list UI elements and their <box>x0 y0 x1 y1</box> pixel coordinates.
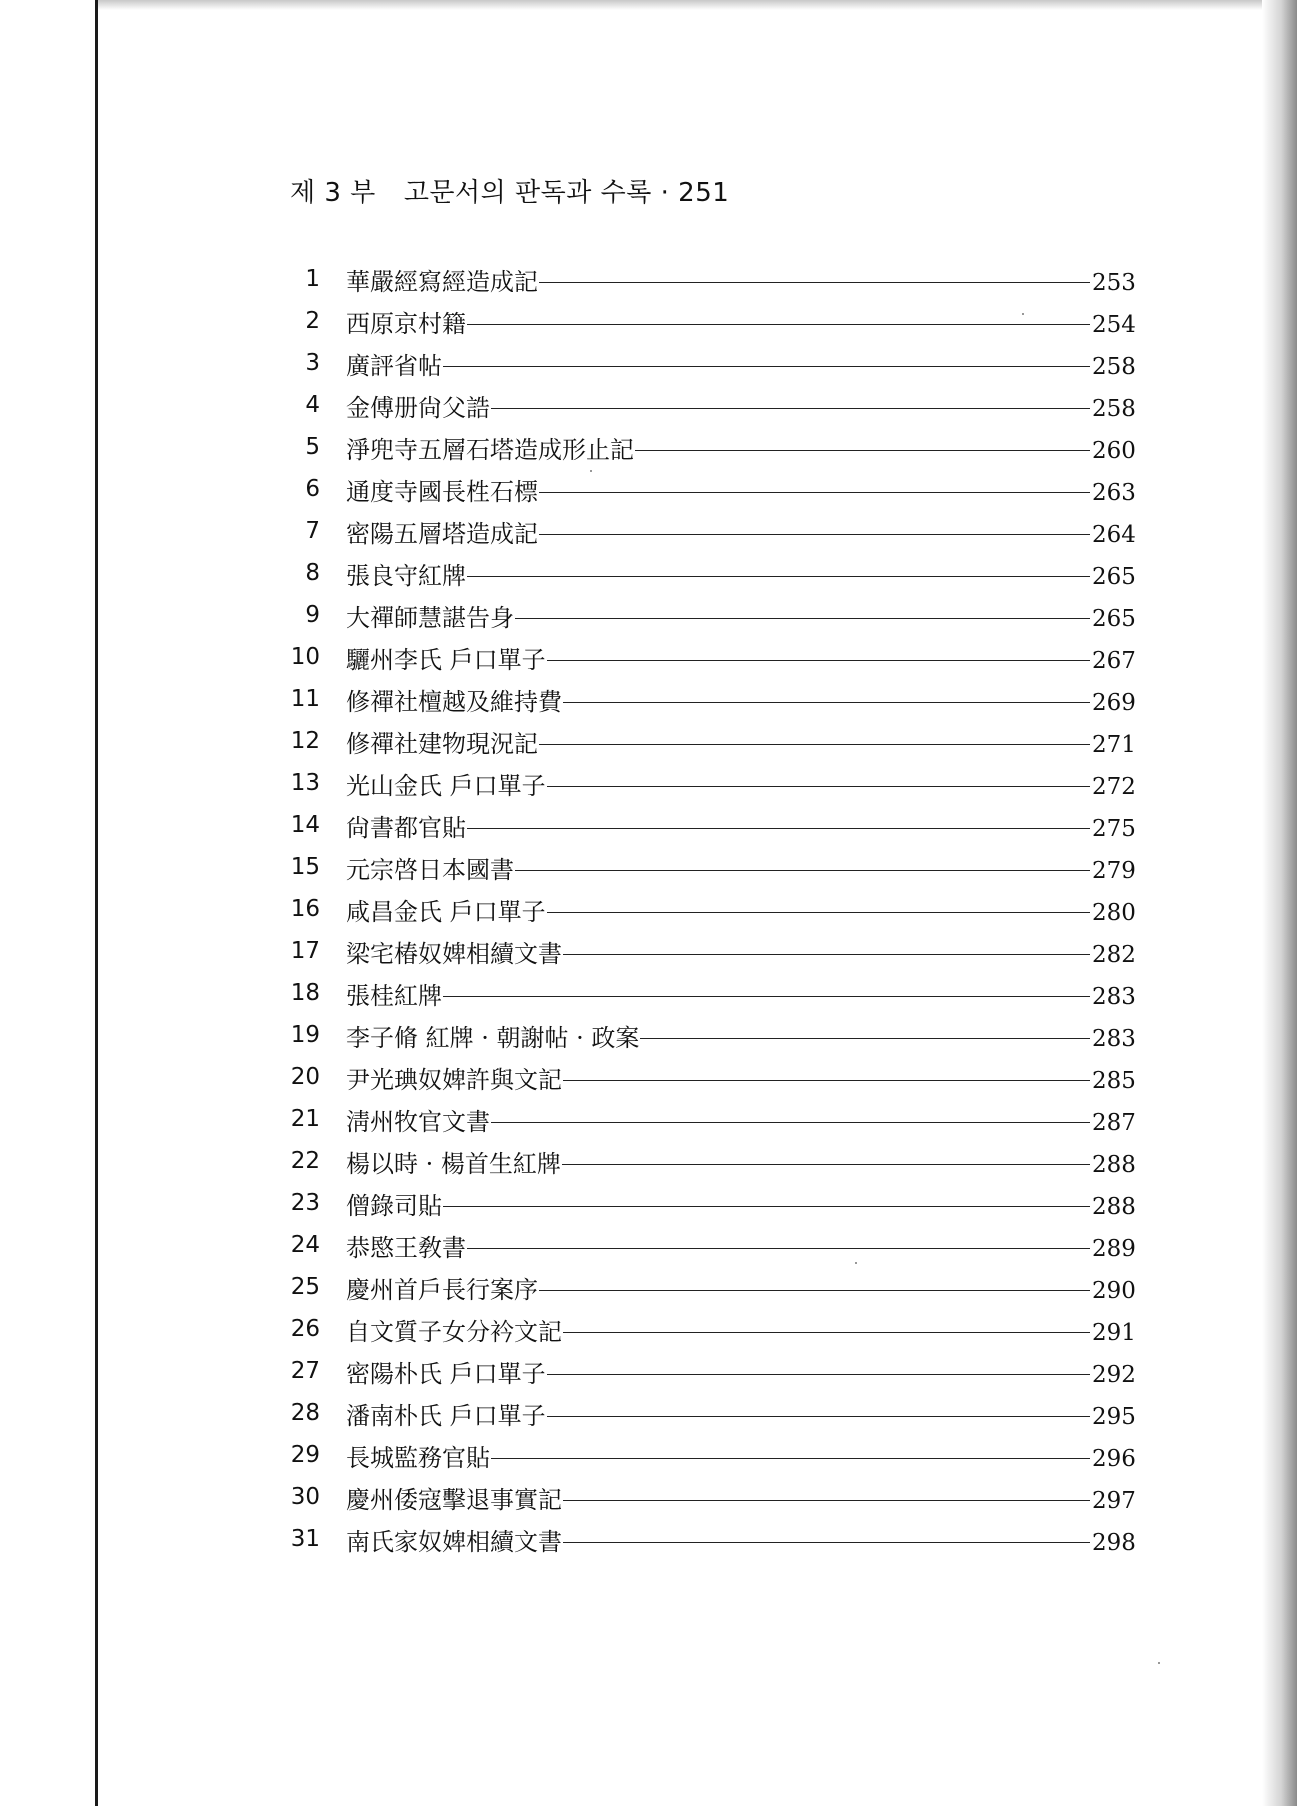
toc-leader-line <box>467 1248 1090 1249</box>
toc-entry-page: 295 <box>1092 1404 1136 1430</box>
toc-entry <box>280 1392 1134 1434</box>
part-title: 고문서의 판독과 수록 · 251 <box>403 178 730 208</box>
toc-entry-title: 修禪社建物現況記 <box>346 729 538 758</box>
toc-entry-page: 283 <box>1092 1026 1136 1052</box>
toc-entry-number: 17 <box>290 938 320 964</box>
toc-entry <box>280 1056 1134 1098</box>
toc-entry-page: 298 <box>1092 1530 1136 1556</box>
toc-entry <box>280 552 1134 594</box>
toc-entry-title: 通度寺國長栍石標 <box>346 477 538 506</box>
toc-entry-number: 31 <box>290 1526 320 1552</box>
toc-entry-number: 2 <box>305 308 320 334</box>
toc-entry <box>280 1224 1134 1266</box>
toc-entry <box>280 1350 1134 1392</box>
toc-leader-line <box>491 1122 1090 1123</box>
toc-entry <box>280 1182 1134 1224</box>
toc-entry-title: 梁宅椿奴婢相續文書 <box>346 939 562 968</box>
toc-entry-title: 恭愍王敎書 <box>346 1233 466 1262</box>
toc-entry-title: 廣評省帖 <box>346 351 442 380</box>
toc-entry-number: 9 <box>305 602 320 628</box>
toc-entry <box>280 426 1134 468</box>
page-top-shadow <box>98 0 1297 10</box>
toc-entry-title: 密陽五層塔造成記 <box>346 519 538 548</box>
toc-entry <box>280 804 1134 846</box>
toc-entry-page: 288 <box>1092 1194 1136 1220</box>
toc-leader-line <box>539 282 1090 283</box>
toc-entry-page: 272 <box>1092 774 1136 800</box>
toc-entry-number: 16 <box>290 896 320 922</box>
toc-entry-title: 咸昌金氏 戶口單子 <box>346 897 546 926</box>
toc-entry-page: 282 <box>1092 942 1136 968</box>
toc-entry-title: 僧錄司貼 <box>346 1191 442 1220</box>
toc-entry <box>280 258 1134 300</box>
toc-leader-line <box>547 912 1090 913</box>
toc-entry-number: 7 <box>305 518 320 544</box>
toc-leader-line <box>443 366 1090 367</box>
toc-entry-title: 淸州牧官文書 <box>346 1107 490 1136</box>
toc-leader-line <box>635 450 1090 451</box>
toc-entry-title: 南氏家奴婢相續文書 <box>346 1527 562 1556</box>
toc-entry-page: 254 <box>1092 312 1136 338</box>
toc-entry-page: 253 <box>1092 270 1136 296</box>
scan-speck <box>590 470 592 472</box>
toc-entry-title: 驪州李氏 戶口單子 <box>346 645 546 674</box>
toc-leader-line <box>443 996 1090 997</box>
toc-entry-number: 8 <box>305 560 320 586</box>
toc-entry-title: 慶州倭寇擊退事實記 <box>346 1485 562 1514</box>
scan-speck <box>855 1262 857 1264</box>
toc-entry-page: 264 <box>1092 522 1136 548</box>
toc-entry-page: 267 <box>1092 648 1136 674</box>
toc-leader-line <box>539 534 1090 535</box>
toc-entry-title: 淨兜寺五層石塔造成形止記 <box>346 435 634 464</box>
toc-entry <box>280 678 1134 720</box>
part-label: 제 3 부 <box>290 178 376 208</box>
scan-speck <box>1158 1662 1160 1664</box>
toc-entry-number: 6 <box>305 476 320 502</box>
toc-entry <box>280 762 1134 804</box>
toc-entry-number: 3 <box>305 350 320 376</box>
toc-entry-number: 12 <box>290 728 320 754</box>
toc-leader-line <box>563 954 1090 955</box>
toc-entry-page: 285 <box>1092 1068 1136 1094</box>
toc-entry <box>280 300 1134 342</box>
toc-entry <box>280 342 1134 384</box>
toc-leader-line <box>563 1542 1090 1543</box>
toc-entry <box>280 636 1134 678</box>
toc-entry <box>280 888 1134 930</box>
toc-entry-page: 265 <box>1092 606 1136 632</box>
toc-leader-line <box>467 828 1090 829</box>
toc-leader-line <box>515 618 1090 619</box>
toc-entry-title: 長城監務官貼 <box>346 1443 490 1472</box>
toc-entry <box>280 1308 1134 1350</box>
toc-entry-number: 10 <box>290 644 320 670</box>
table-of-contents <box>280 258 1134 1560</box>
toc-entry-page: 297 <box>1092 1488 1136 1514</box>
toc-leader-line <box>563 1332 1090 1333</box>
toc-entry <box>280 930 1134 972</box>
toc-entry-number: 28 <box>290 1400 320 1426</box>
toc-entry-number: 11 <box>290 686 320 712</box>
toc-entry-page: 263 <box>1092 480 1136 506</box>
toc-leader-line <box>547 1374 1090 1375</box>
toc-entry-number: 30 <box>290 1484 320 1510</box>
toc-entry-number: 29 <box>290 1442 320 1468</box>
toc-entry-title: 修禪社檀越及維持費 <box>346 687 562 716</box>
toc-entry <box>280 1476 1134 1518</box>
toc-entry-title: 楊以時 · 楊首生紅牌 <box>346 1149 561 1178</box>
toc-leader-line <box>491 408 1090 409</box>
toc-entry-number: 5 <box>305 434 320 460</box>
toc-entry <box>280 1266 1134 1308</box>
toc-entry <box>280 1518 1134 1560</box>
toc-entry-page: 265 <box>1092 564 1136 590</box>
toc-entry-page: 289 <box>1092 1236 1136 1262</box>
toc-entry-page: 275 <box>1092 816 1136 842</box>
toc-leader-line <box>539 1290 1090 1291</box>
toc-entry-number: 24 <box>290 1232 320 1258</box>
toc-entry-number: 20 <box>290 1064 320 1090</box>
toc-entry-number: 21 <box>290 1106 320 1132</box>
toc-entry-title: 潘南朴氏 戶口單子 <box>346 1401 546 1430</box>
toc-entry-page: 291 <box>1092 1320 1136 1346</box>
toc-entry-number: 15 <box>290 854 320 880</box>
toc-leader-line <box>491 1458 1090 1459</box>
page-right-shadow <box>1262 0 1297 1806</box>
toc-leader-line <box>467 576 1090 577</box>
toc-leader-line <box>443 1206 1090 1207</box>
toc-entry-number: 1 <box>305 266 320 292</box>
toc-entry-page: 271 <box>1092 732 1136 758</box>
toc-leader-line <box>563 1080 1090 1081</box>
toc-entry-title: 元宗啓日本國書 <box>346 855 514 884</box>
toc-leader-line <box>539 492 1090 493</box>
toc-entry-number: 13 <box>290 770 320 796</box>
toc-entry-page: 287 <box>1092 1110 1136 1136</box>
toc-entry <box>280 846 1134 888</box>
toc-entry-number: 23 <box>290 1190 320 1216</box>
toc-entry-number: 25 <box>290 1274 320 1300</box>
toc-entry-page: 292 <box>1092 1362 1136 1388</box>
toc-entry-number: 18 <box>290 980 320 1006</box>
toc-entry-title: 光山金氏 戶口單子 <box>346 771 546 800</box>
toc-entry-page: 269 <box>1092 690 1136 716</box>
toc-entry-title: 慶州首戶長行案序 <box>346 1275 538 1304</box>
toc-entry-title: 密陽朴氏 戶口單子 <box>346 1359 546 1388</box>
toc-entry-page: 258 <box>1092 396 1136 422</box>
toc-entry <box>280 1140 1134 1182</box>
toc-entry-page: 260 <box>1092 438 1136 464</box>
scan-speck <box>1022 313 1024 315</box>
toc-entry-title: 大禪師慧諶告身 <box>346 603 514 632</box>
part-heading <box>290 172 729 209</box>
toc-entry-number: 19 <box>290 1022 320 1048</box>
toc-leader-line <box>547 660 1090 661</box>
toc-leader-line <box>467 324 1090 325</box>
toc-entry-number: 14 <box>290 812 320 838</box>
toc-leader-line <box>539 744 1090 745</box>
toc-entry-page: 283 <box>1092 984 1136 1010</box>
toc-entry-page: 296 <box>1092 1446 1136 1472</box>
toc-leader-line <box>563 1500 1090 1501</box>
toc-leader-line <box>562 1164 1090 1165</box>
toc-entry-title: 華嚴經寫經造成記 <box>346 267 538 296</box>
toc-entry-title: 尙書都官貼 <box>346 813 466 842</box>
toc-entry <box>280 384 1134 426</box>
toc-leader-line <box>547 1416 1090 1417</box>
toc-entry-number: 4 <box>305 392 320 418</box>
toc-entry <box>280 468 1134 510</box>
page-left-margin <box>0 0 95 1806</box>
toc-entry-title: 張桂紅牌 <box>346 981 442 1010</box>
toc-entry <box>280 1014 1134 1056</box>
toc-entry-number: 26 <box>290 1316 320 1342</box>
toc-entry-title: 尹光琠奴婢許與文記 <box>346 1065 562 1094</box>
toc-entry-number: 22 <box>290 1148 320 1174</box>
toc-entry <box>280 510 1134 552</box>
toc-entry-page: 280 <box>1092 900 1136 926</box>
toc-entry <box>280 972 1134 1014</box>
toc-leader-line <box>515 870 1090 871</box>
toc-entry-page: 290 <box>1092 1278 1136 1304</box>
toc-entry <box>280 720 1134 762</box>
toc-entry <box>280 1434 1134 1476</box>
toc-entry <box>280 594 1134 636</box>
toc-entry-title: 金傅册尙父誥 <box>346 393 490 422</box>
toc-entry-page: 258 <box>1092 354 1136 380</box>
toc-entry-title: 西原京村籍 <box>346 309 466 338</box>
toc-leader-line <box>640 1038 1090 1039</box>
toc-entry-title: 張良守紅牌 <box>346 561 466 590</box>
toc-entry-title: 李子脩 紅牌 · 朝謝帖 · 政案 <box>346 1023 640 1052</box>
toc-entry-page: 279 <box>1092 858 1136 884</box>
toc-entry-page: 288 <box>1092 1152 1136 1178</box>
toc-leader-line <box>563 702 1090 703</box>
toc-entry-title: 自文質子女分衿文記 <box>346 1317 562 1346</box>
toc-entry <box>280 1098 1134 1140</box>
toc-leader-line <box>547 786 1090 787</box>
toc-entry-number: 27 <box>290 1358 320 1384</box>
